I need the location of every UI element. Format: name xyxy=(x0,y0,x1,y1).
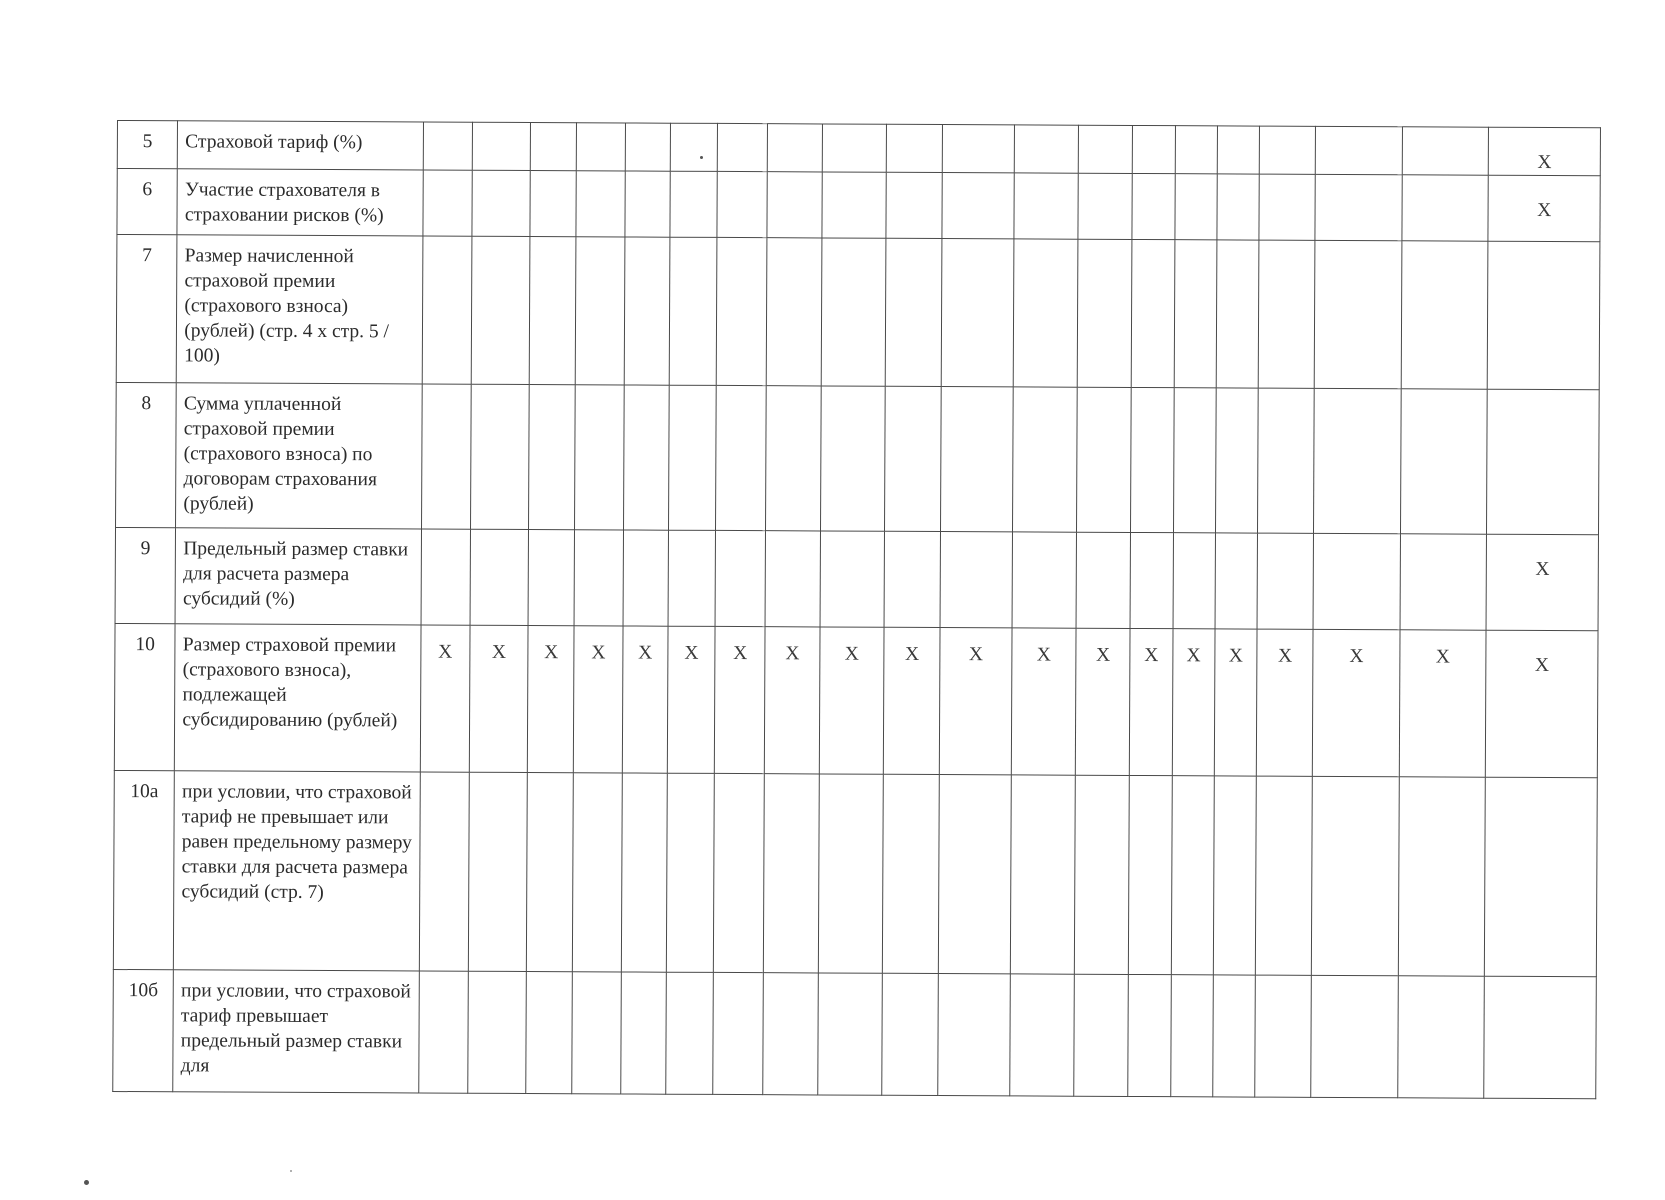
data-cell: X xyxy=(1011,628,1076,775)
data-cell xyxy=(526,972,573,1094)
data-cell xyxy=(666,972,714,1094)
data-cell xyxy=(468,772,527,971)
data-cell xyxy=(1132,173,1175,239)
data-cell xyxy=(1398,976,1485,1098)
data-cell xyxy=(1173,533,1216,629)
data-cell xyxy=(1255,776,1312,975)
table-row xyxy=(115,527,1598,630)
data-cell xyxy=(577,123,625,171)
data-cell: X xyxy=(622,626,668,773)
row-number: 10а xyxy=(113,770,174,969)
data-cell xyxy=(822,172,887,238)
data-cell xyxy=(1074,775,1129,974)
data-cell xyxy=(882,973,939,1095)
data-cell xyxy=(529,385,576,530)
data-cell xyxy=(574,530,623,626)
data-cell xyxy=(669,237,717,385)
scan-speck xyxy=(700,156,703,159)
data-cell xyxy=(768,124,823,172)
data-cell xyxy=(620,972,666,1094)
table-row xyxy=(117,169,1600,242)
data-cell xyxy=(1010,775,1075,974)
data-cell xyxy=(1215,388,1258,533)
data-cell: X xyxy=(528,626,575,773)
data-cell xyxy=(1313,533,1400,629)
data-cell: X xyxy=(1130,628,1173,775)
data-cell xyxy=(1315,174,1402,240)
data-cell xyxy=(576,237,625,385)
data-cell xyxy=(423,170,473,236)
data-cell xyxy=(1312,776,1399,975)
data-cell: X xyxy=(1486,630,1598,778)
data-cell xyxy=(820,531,885,627)
scan-speck xyxy=(290,1170,292,1172)
data-cell xyxy=(1128,974,1171,1096)
data-cell: X xyxy=(1486,534,1598,631)
data-cell xyxy=(1484,976,1596,1099)
data-cell xyxy=(421,529,471,625)
data-cell xyxy=(1400,534,1487,630)
data-cell xyxy=(1174,240,1217,388)
data-cell xyxy=(1014,173,1079,239)
data-cell: X xyxy=(714,626,765,773)
data-cell xyxy=(422,236,472,384)
data-cell xyxy=(1173,388,1216,533)
data-cell xyxy=(472,170,531,236)
data-cell: X xyxy=(765,627,820,774)
data-cell xyxy=(940,532,1012,628)
data-cell xyxy=(886,172,943,238)
data-cell xyxy=(1175,126,1217,174)
data-cell xyxy=(764,774,819,973)
data-cell xyxy=(1217,174,1260,240)
data-cell xyxy=(1076,532,1131,628)
data-cell xyxy=(421,384,471,529)
data-cell xyxy=(714,773,765,972)
data-cell xyxy=(670,123,717,171)
data-cell xyxy=(766,386,821,531)
data-cell xyxy=(939,775,1011,974)
data-cell xyxy=(625,123,670,171)
data-cell xyxy=(624,237,670,385)
data-cell: X xyxy=(1256,629,1313,776)
data-cell xyxy=(1074,974,1129,1096)
data-cell xyxy=(818,774,883,973)
data-cell xyxy=(623,385,669,530)
data-cell xyxy=(572,972,621,1094)
data-cell xyxy=(623,530,669,626)
row-label: Страховой тариф (%) xyxy=(178,121,424,170)
data-cell xyxy=(1401,241,1488,389)
data-cell xyxy=(1402,175,1489,241)
data-cell xyxy=(717,123,767,171)
data-cell xyxy=(1402,127,1489,175)
data-cell xyxy=(1487,389,1599,535)
data-cell xyxy=(576,171,625,237)
data-cell xyxy=(1132,239,1175,387)
data-cell xyxy=(1398,777,1485,976)
table-row xyxy=(116,235,1600,390)
data-cell xyxy=(1012,387,1077,532)
data-cell xyxy=(765,531,820,627)
data-cell xyxy=(767,238,822,386)
row-number: 8 xyxy=(116,382,177,527)
data-cell xyxy=(715,530,766,626)
data-cell xyxy=(938,974,1010,1096)
data-cell xyxy=(1213,975,1256,1097)
data-cell xyxy=(666,773,714,972)
scan-speck xyxy=(84,1180,89,1185)
data-cell xyxy=(472,122,531,170)
data-cell xyxy=(941,387,1013,532)
data-cell xyxy=(1258,240,1315,388)
data-cell xyxy=(470,384,529,529)
data-cell xyxy=(621,773,667,972)
row-label: Сумма уплаченной страховой премии (страхового взноса) по договорам страхования (рублей) xyxy=(176,383,422,529)
data-cell xyxy=(817,973,882,1095)
data-cell xyxy=(470,529,529,625)
data-cell xyxy=(713,972,764,1094)
data-cell: X xyxy=(1488,175,1600,242)
data-cell xyxy=(1013,239,1078,387)
data-cell xyxy=(423,122,472,170)
data-cell xyxy=(1077,387,1132,532)
table-row xyxy=(114,623,1598,777)
data-cell xyxy=(1213,776,1256,975)
data-cell xyxy=(1129,775,1172,974)
data-cell xyxy=(1170,975,1213,1097)
data-cell xyxy=(1258,388,1315,533)
data-cell xyxy=(530,171,577,237)
data-cell xyxy=(530,123,576,171)
row-label: Участие страхователя в страховании рисков (%) xyxy=(177,169,423,236)
data-cell: X xyxy=(469,625,528,772)
row-label: Размер начисленной страховой премии (страхового взноса) (рублей) (стр. 4 x стр. 5 / 100) xyxy=(177,235,423,384)
data-cell xyxy=(1255,975,1312,1097)
row-number: 7 xyxy=(116,235,177,383)
data-cell xyxy=(1311,975,1398,1097)
row-label: Размер страховой премии (страхового взноса), подлежащей субсидированию (рублей) xyxy=(175,624,421,772)
data-cell: X xyxy=(667,626,715,773)
data-cell xyxy=(1131,387,1174,532)
data-cell xyxy=(1133,125,1175,173)
data-cell xyxy=(716,385,767,530)
data-cell xyxy=(1485,777,1598,977)
row-number: 10б xyxy=(113,969,174,1091)
data-cell xyxy=(1216,240,1259,388)
table-row xyxy=(117,121,1600,176)
data-cell xyxy=(885,238,942,386)
row-number: 5 xyxy=(117,121,178,169)
data-cell xyxy=(1257,533,1314,629)
data-cell xyxy=(1175,174,1218,240)
data-cell xyxy=(942,239,1014,387)
data-cell xyxy=(527,773,574,972)
data-cell xyxy=(884,531,941,627)
data-cell xyxy=(717,171,768,237)
data-cell: X xyxy=(1313,629,1400,776)
data-cell xyxy=(1130,532,1173,628)
data-cell xyxy=(1171,776,1214,975)
data-cell xyxy=(1078,125,1133,173)
data-cell xyxy=(625,171,671,237)
data-cell xyxy=(1012,532,1077,628)
data-cell xyxy=(418,971,468,1093)
data-cell xyxy=(575,385,624,530)
data-cell xyxy=(528,530,575,626)
row-label: Предельный размер ставки для расчета размера субсидий (%) xyxy=(175,528,421,625)
data-cell: X xyxy=(940,628,1012,775)
row-label: при условии, что страховой тариф не превышает или равен предельному размеру ставки для расчета размера субсидий (стр. 7) xyxy=(174,771,420,971)
data-cell xyxy=(763,973,818,1095)
data-cell xyxy=(821,238,886,386)
data-cell xyxy=(670,171,718,237)
data-cell xyxy=(942,173,1014,239)
data-cell xyxy=(1259,126,1316,174)
row-number: 9 xyxy=(115,527,176,623)
row-label: при условии, что страховой тариф превышает предельный размер ставки для xyxy=(173,970,419,1093)
data-cell xyxy=(529,237,576,385)
data-cell xyxy=(1077,239,1132,387)
data-cell xyxy=(1314,388,1401,533)
data-cell xyxy=(820,386,885,531)
data-cell: X xyxy=(1399,630,1486,777)
data-cell: X xyxy=(574,626,623,773)
data-cell xyxy=(1217,126,1259,174)
data-cell xyxy=(1487,241,1600,390)
data-cell xyxy=(882,774,939,973)
data-cell xyxy=(468,971,527,1093)
table-row xyxy=(116,382,1600,534)
data-cell: X xyxy=(1075,628,1130,775)
data-cell xyxy=(886,124,943,172)
data-cell xyxy=(573,773,622,972)
data-cell xyxy=(943,125,1015,173)
data-cell: X xyxy=(420,625,470,772)
row-number: 10 xyxy=(114,623,175,770)
data-cell xyxy=(716,237,767,385)
data-cell: X xyxy=(1488,127,1600,176)
data-cell xyxy=(668,530,716,626)
data-cell: X xyxy=(1214,629,1257,776)
data-cell xyxy=(1014,125,1079,173)
data-cell xyxy=(1315,240,1402,388)
data-cell xyxy=(1259,174,1316,240)
data-cell: X xyxy=(1172,629,1215,776)
data-cell xyxy=(822,124,887,172)
data-cell xyxy=(1400,389,1487,534)
table-row xyxy=(113,969,1597,1098)
data-cell xyxy=(419,772,469,971)
data-cell xyxy=(1316,126,1403,174)
data-cell xyxy=(1009,974,1074,1096)
data-cell xyxy=(471,236,530,384)
data-cell xyxy=(1215,533,1258,629)
row-number: 6 xyxy=(117,169,178,235)
data-cell: X xyxy=(883,627,940,774)
data-cell: X xyxy=(819,627,884,774)
data-cell xyxy=(885,386,942,531)
subsidy-calculation-table xyxy=(112,120,1601,1099)
data-cell xyxy=(1078,173,1133,239)
data-cell xyxy=(767,172,822,238)
table-row xyxy=(113,770,1597,976)
data-cell xyxy=(668,385,716,530)
